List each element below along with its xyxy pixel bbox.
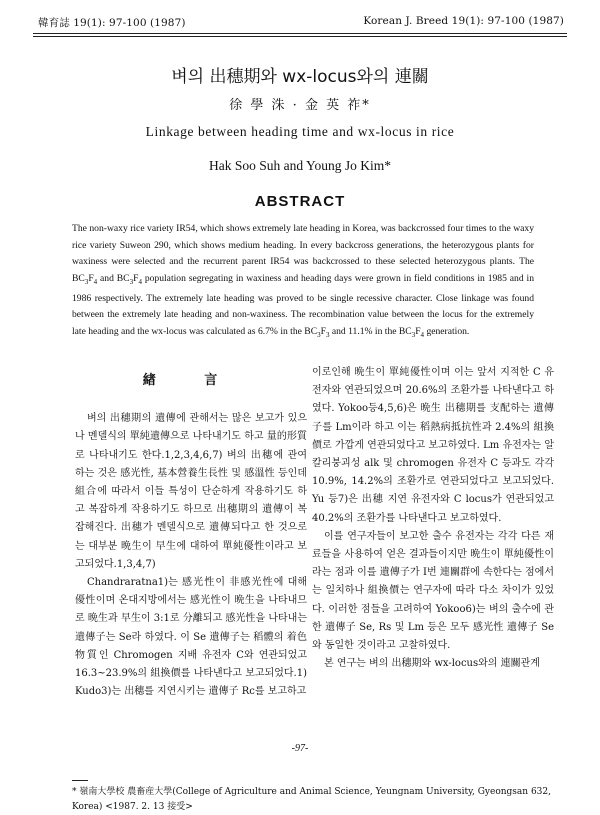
abstract-sub: 3 <box>325 331 330 340</box>
abstract-text: F <box>320 326 326 338</box>
body-paragraph: 이로인해 晩生이 單純優性이며 이는 앞서 지적한 C 유전자와 연관되었으며 20.6%의 조환가를 나타낸다고 하였다. Yokoo등4,5,6)은 晩生 出穗期를 支配하는 遺傳子를 Lm이라 하고 이는 稻熱病抵抗性과 2.4%의 組換價로 가깝게 연관되었다고 보고하였다. Lm 유전자는 알칼리붕괴성 alk 및 chromogen 유전자 C 등과도 각각 10.9%, 14.2%의 조환가로 연관되었다고 보고되었다. Yu 등7)은 出穗 지연 유전자와 C locus가 연관되었고 40.2%의 조환가를 나타낸다고 보고하였다. <box>312 367 554 524</box>
abstract-sub: 4 <box>138 278 142 287</box>
abstract-text-4: generation. <box>424 326 470 338</box>
body-paragraph: 이를 연구자들이 보고한 출수 유전자는 각각 다른 재료들을 사용하여 얻은 결과들이지만 晩生이 單純優性이라는 점과 이를 遺傳子가 Ⅰ번 連關群에 속한다는 점에서는 일치하나 組換價는 연구자에 따라 다소 차이가 있었다. 이러한 점들을 고려하여 Yokoo6)는 벼의 출수에 관한 遺傳子 Se, Rs 및 Lm 등은 모두 感光性 遺傳子 Se와 동일한 것이라고 고찰하였다. <box>312 530 554 652</box>
body-paragraph: 본 연구는 벼의 出穗期와 wx-locus와의 連關관계 <box>324 658 540 670</box>
abstract-text-3: and 11.1% in the BC <box>329 326 412 338</box>
title-english: Linkage between heading time and wx-locus in rice <box>145 124 455 139</box>
abstract-sub: 3 <box>84 278 89 287</box>
abstract-sub: 4 <box>420 331 425 340</box>
abstract-text-1: The non-waxy rice variety IR54, which shows extremely late heading in Korea, was backcrossed four times to the waxy rice variety Suweon 290, which shows medium heading. In every backcross generations, the heterozygous plants for waxiness were selected and the recurrent parent IR54 was backcrossed to these selected heterozygous plants. The BC <box>72 223 534 285</box>
abstract-heading: ABSTRACT <box>254 193 346 210</box>
abstract-text: F <box>133 273 139 285</box>
header-rule-top <box>33 33 567 34</box>
header-rule-bottom <box>33 36 567 37</box>
abstract-sub: 3 <box>411 331 416 340</box>
journal-header-korean: 韓育誌 19(1): 97-100 (1987) <box>38 17 186 29</box>
section-heading-introduction: 緖 言 <box>142 373 240 388</box>
abstract-sub: 3 <box>317 331 321 340</box>
abstract-body <box>72 221 534 344</box>
title-korean: 벼의 出穗期와 wx-locus와의 連關 <box>171 67 429 87</box>
authors-english: Hak Soo Suh and Young Jo Kim* <box>209 158 391 173</box>
body-paragraph: 벼의 出穗期의 遺傳에 관해서는 많은 보고가 있으나 멘델식의 單純遺傳으로 나타내기도 하고 量的形質로 나타내기도 한다.1,2,3,4,6,7) 벼의 出穗에 관여하는 것은 感光性, 基本營養生長性 및 感溫性 등인데 組合에 따라서 이들 특성이 단순하게 작용하기도 하고 복잡하게 작용하기도 하므로 出穗期의 遺傳이 복잡해진다. 出穗가 멘델식으로 遺傳되다고 한 것으로는 대부분 晩生이 早生에 대하여 單純優性이라고 보고되었다.1,3,4,7) <box>75 413 307 570</box>
authors-korean: 徐 學 洙 · 金 英 祚* <box>229 98 371 113</box>
footnote-rule <box>72 780 88 781</box>
abstract-sub: 3 <box>129 278 134 287</box>
page-number: -97- <box>291 743 309 754</box>
abstract-text: F <box>415 326 421 338</box>
footnote-affiliation: * 嶺南大學校 農畜産大學(College of Agriculture and Animal Science, Yeungnam University, Gyeongsan 632, Korea) <1987. 2. 13 接受> <box>72 787 551 812</box>
journal-header-english: Korean J. Breed 19(1): 97-100 (1987) <box>363 15 564 27</box>
body-column-right <box>312 364 554 673</box>
abstract-text-2: population segregating in waxiness and heading days were grown in field conditions in 1985 and in 1986 respectively. The extremely late heading was proved to be single recessive character. Close linkage was found between the extremely late heading and non-waxiness. The recombination value between the locus for the extremely late heading and the wx-locus was calculated as 6.7% in the BC <box>72 273 534 338</box>
body-paragraph: Chandraratna1)는 感光性이 非感光性에 대해 優性이며 온대지방에서는 感光性이 晩生을 나타내므로 晩生과 早生이 3:1로 分離되고 感光性을 나타내는 遺傳子는 Se라 하였다. 이 Se 遺傳子는 稻體의 着色物質인 Chromogen 지배 유전자 C와 연관되었고 16.3~23.9%의 組換價를 나타낸다고 보고되었다.1) Kudo3)는 出穗를 지연시키는 遺傳子 Rc를 보고하고 <box>75 577 307 698</box>
abstract-text: and BC <box>97 273 130 285</box>
body-column-left <box>75 372 307 701</box>
abstract-sub: 4 <box>93 278 98 287</box>
abstract-text: F <box>88 273 94 285</box>
